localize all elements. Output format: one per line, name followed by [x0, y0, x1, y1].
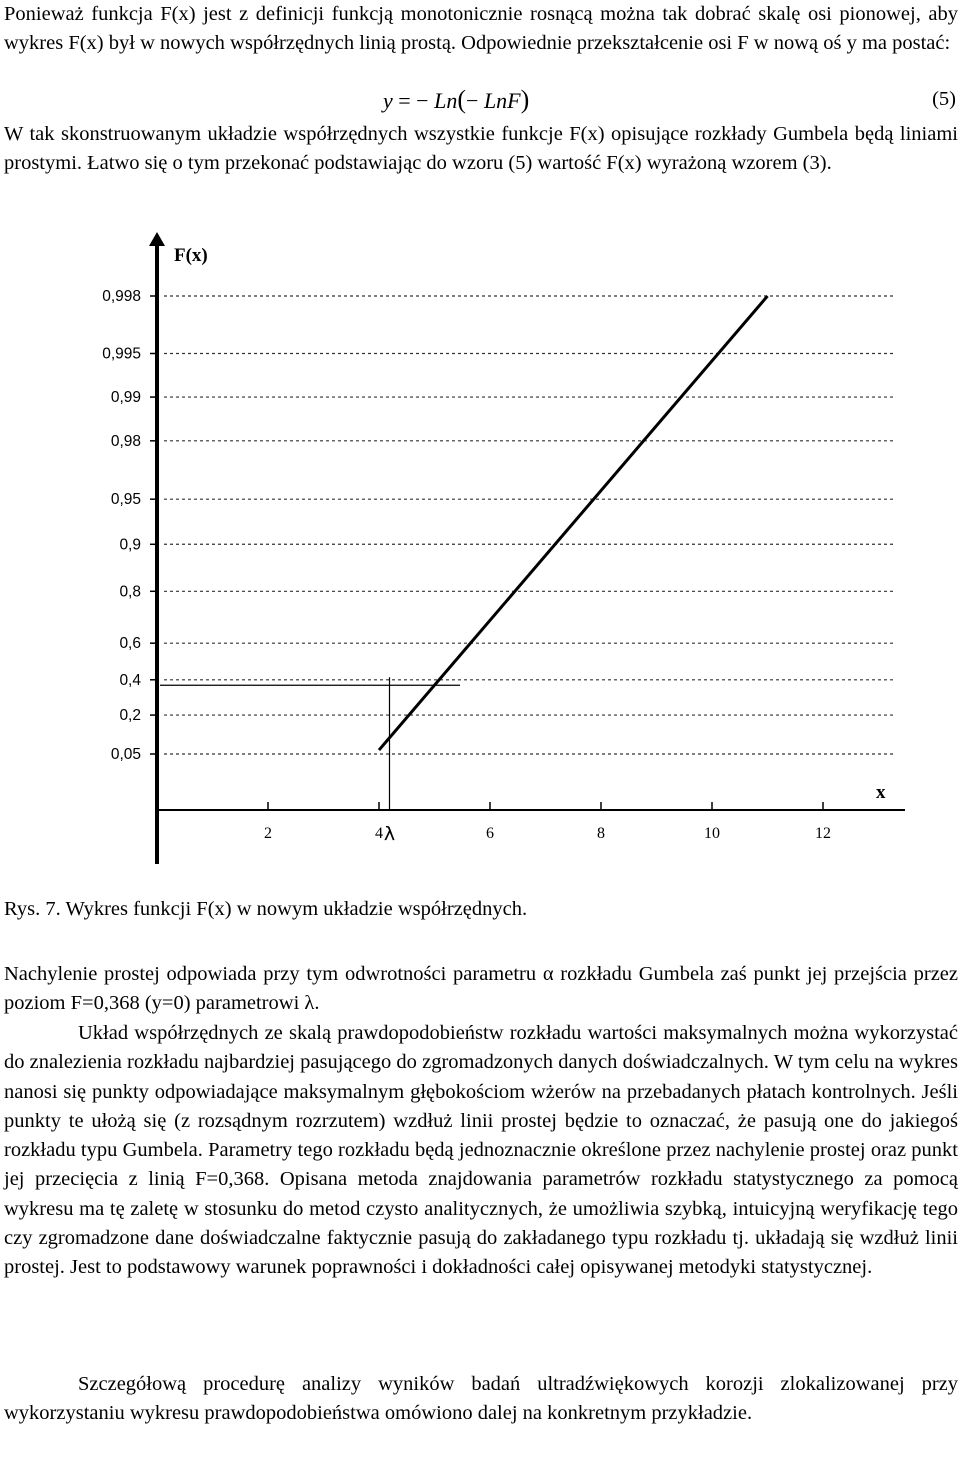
x-tick-label: 12	[815, 825, 831, 842]
y-tick-label: 0,995	[102, 345, 141, 363]
y-tick-label: 0,6	[119, 635, 141, 653]
formula-lhs: y	[383, 88, 393, 113]
gumbel-chart	[0, 228, 960, 868]
formula-close: )	[520, 85, 530, 114]
y-tick-label: 0,98	[110, 432, 141, 450]
formula-ln2: LnF	[483, 88, 521, 113]
y-tick-label: 0,05	[110, 746, 141, 763]
x-ticks	[264, 802, 831, 842]
y-tick-label: 0,99	[110, 389, 141, 407]
formula-open: (	[457, 85, 467, 114]
lambda-label: λ	[383, 823, 396, 845]
figure-caption: Rys. 7. Wykres funkcji F(x) w nowym układzie współrzędnych.	[4, 898, 528, 920]
y-axis-arrow	[149, 232, 165, 246]
y-axis-title: F(x)	[174, 245, 208, 266]
formula-ln1: Ln	[434, 88, 458, 113]
x-tick-label: 8	[597, 825, 605, 842]
paragraph-slope: Nachylenie prostej odpowiada przy tym odwrotności parametru α rozkładu Gumbela zaś punkt jej przejścia przez poziom F=0,368 (y=0) parametrowi λ.	[4, 963, 958, 1015]
y-tick-label: 0,9	[119, 536, 141, 554]
x-tick-label: 4	[375, 825, 383, 842]
series-line	[379, 296, 768, 750]
formula-row	[0, 85, 960, 117]
paragraph-method: Układ współrzędnych ze skalą prawdopodobieństw rozkładu wartości maksymalnych można wykorzystać do znalezienia rozkładu najbardziej pasującego do zgromadzonych danych doświadczalnych. W tym celu na wykres nanosi się punkty odpowiadające maksymalnym głębokościom wżerów na przebadanych płatach kontrolnych. Jeśli punkty te ułożą się (z rozsądnym rozrzutem) wzdłuż linii prostej będzie to oznaczać, że pasują one do jakiegoś rozkładu typu Gumbela. Parametry tego rozkładu będą jednoznacznie określone przez nachylenie prostej oraz punkt jej przecięcia z linią F=0,368. Opisana metoda znajdowania parametrów rozkładu statystycznego za pomocą wykresu ma tę zaletę w stosunku do metod czysto analitycznych, że umożliwia szybką, intuicyjną weryfikację tego czy zgromadzone dane doświadczalne faktycznie pasują do zakładanego typu rozkładu tj. układają się wzdłuż linii prostej. Jest to podstawowy warunek poprawności i dokładności całej opisywanej metodyki statystycznej.	[4, 1022, 958, 1279]
formula-number: (5)	[932, 88, 956, 110]
x-tick-label: 10	[704, 825, 720, 842]
y-tick-label: 0,2	[119, 707, 141, 725]
x-tick-label: 6	[486, 825, 494, 842]
paragraph-procedure: Szczegółową procedurę analizy wyników badań ultradźwiękowych korozji zlokalizowanej przy wykorzystaniu wykresu prawdopodobieństwa omówiono dalej na konkretnym przykładzie.	[4, 1373, 958, 1425]
y-tick-label: 0,8	[119, 583, 141, 601]
after-formula-paragraph: W tak skonstruowanym układzie współrzędnych wszystkie funkcje F(x) opisujące rozkłady Gumbela będą liniami prostymi. Łatwo się o tym przekonać podstawiając do wzoru (5) wartość F(x) wyrażoną wzorem (3).	[4, 123, 958, 175]
formula-5	[383, 85, 529, 115]
series-layer	[379, 296, 768, 750]
x-tick-label: 2	[264, 825, 272, 842]
formula-minus: −	[466, 88, 484, 113]
y-tick-label: 0,4	[119, 671, 141, 689]
formula-eq: = −	[392, 88, 435, 113]
y-tick-labels	[102, 288, 141, 763]
y-tick-label: 0,95	[110, 491, 141, 509]
lambda-layer	[160, 677, 460, 845]
x-axis-title: x	[876, 782, 886, 803]
intro-paragraph: Ponieważ funkcja F(x) jest z definicji funkcją monotonicznie rosnącą można tak dobrać skalę osi pionowej, aby wykres F(x) był w nowych współrzędnych linią prostą. Odpowiednie przekształcenie osi F w nową oś y ma postać:	[4, 3, 958, 55]
y-tick-label: 0,998	[102, 288, 141, 305]
